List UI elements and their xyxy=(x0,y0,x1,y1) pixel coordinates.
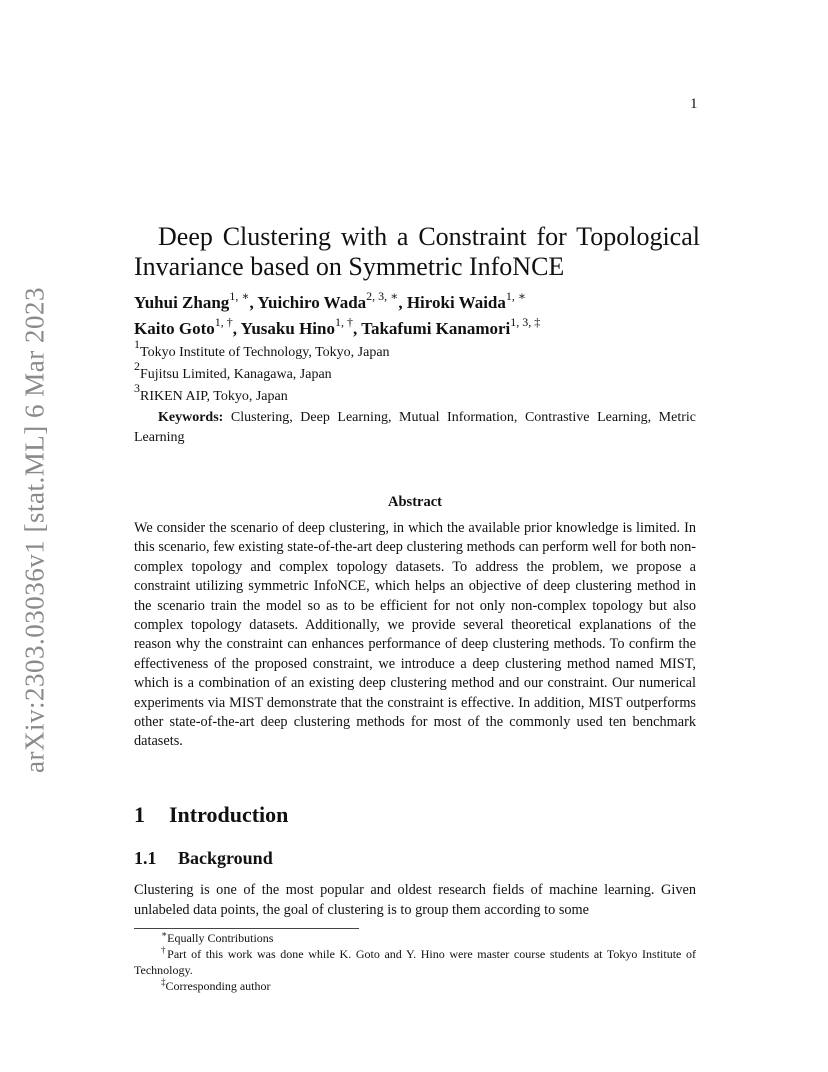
subsection-heading: 1.1 Background xyxy=(134,848,273,868)
body-paragraph: Clustering is one of the most popular and oldest research fields of machine learning. Given unlabeled data points, the goal of clustering is to group them according to some xyxy=(134,882,696,918)
abstract-text: We consider the scenario of deep clustering, in which the available prior knowledge is limited. In this scenario, few existing state-of-the-art deep clustering methods can perform well for both non-complex topology and complex topology datasets. To address the problem, we propose a constraint utilizing symmetric InfoNCE, which helps an objective of deep clustering method in the scenario train the model so as to be efficient for not only non-complex topology but also complex topology datasets. Additionally, we provide several theoretical explanations of the reason why the constraint can enhances performance of deep clustering methods. To confirm the effectiveness of the proposed constraint, we introduce a deep clustering method named MIST, which is a combination of an existing deep clustering method and our constraint. Our numerical experiments via MIST demonstrate that the constraint is effective. In addition, MIST outperforms other state-of-the-art deep clustering methods for most of the commonly used ten benchmark datasets. xyxy=(134,520,696,750)
author: Yuichiro Wada$^{2, 3, ∗}$, xyxy=(257,289,407,312)
author-line-1 xyxy=(134,290,700,316)
footnote-rule xyxy=(134,928,359,929)
keywords xyxy=(134,408,696,448)
author: Yuhui Zhang$^{1, ∗}$, xyxy=(134,289,258,312)
footnote: ∗Equally Contributions xyxy=(161,929,274,945)
author: Yusaku Hino$^{1, \dagger}$, xyxy=(240,315,362,338)
keywords-label: Keywords: xyxy=(158,410,224,425)
page-number: 1 xyxy=(690,96,698,112)
footnote: ‡Corresponding author xyxy=(161,977,271,993)
author: Hiroki Waida$^{1, ∗}$ xyxy=(406,289,527,312)
affiliation: $^1$Tokyo Institute of Technology, Tokyo, Japan xyxy=(134,337,390,360)
arxiv-identifier-text: arXiv:2303.03036v1 [stat.ML] 6 Mar 2023 xyxy=(19,287,50,773)
abstract-heading: Abstract xyxy=(388,494,442,510)
author-list xyxy=(134,290,700,342)
author: Takafumi Kanamori$^{1, 3, \ddagger}$ xyxy=(361,315,541,338)
affiliation: $^2$Fujitsu Limited, Kanagawa, Japan xyxy=(134,359,332,382)
footnote: †Part of this work was done while K. Goto and Y. Hino were master course students at Tokyo Institute of Technology. xyxy=(134,945,697,977)
author-line-2 xyxy=(134,316,700,342)
keywords-text: Clustering, Deep Learning, Mutual Information, Contrastive Learning, Metric Learning xyxy=(134,410,697,445)
arxiv-identifier xyxy=(14,287,56,773)
paper-title: Deep Clustering with a Constraint for Topological Invariance based on Symmetric InfoNCE xyxy=(134,222,700,281)
author: Kaito Goto$^{1, \dagger}$, xyxy=(134,315,241,338)
section-heading: 1 Introduction xyxy=(134,802,289,827)
affiliation: $^3$RIKEN AIP, Tokyo, Japan xyxy=(134,381,288,404)
